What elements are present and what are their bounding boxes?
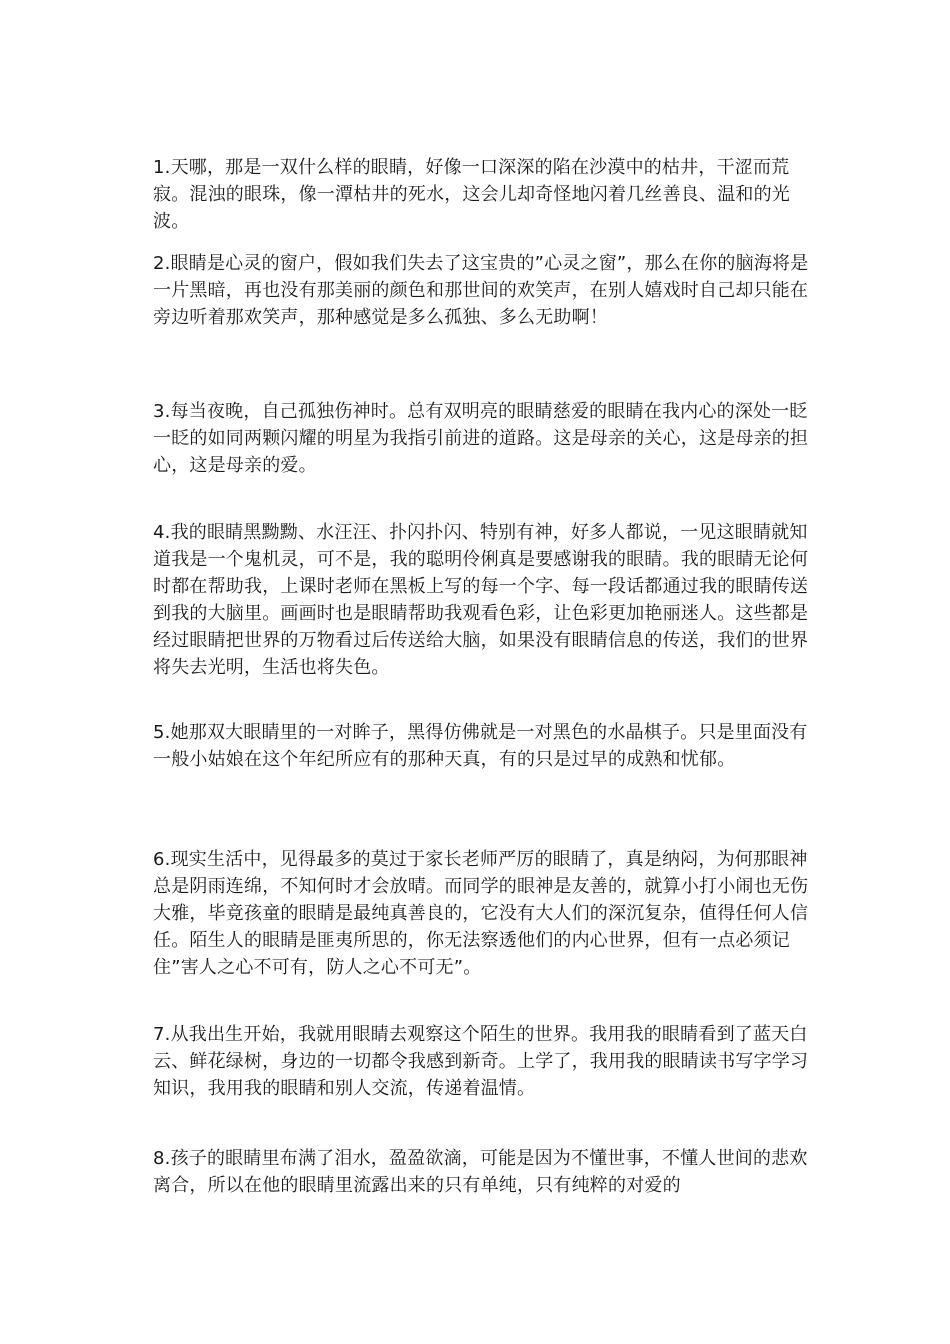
paragraph-7: 7.从我出生开始，我就用眼睛去观察这个陌生的世界。我用我的眼睛看到了蓝天白云、鲜花绿树，身边的一切都令我感到新奇。上学了，我用我的眼睛读书写字学习知识，我用我的眼睛和别人交流，传递着温情。 <box>153 1024 809 1099</box>
paragraph-2: 2.眼睛是心灵的窗户，假如我们失去了这宝贵的”心灵之窗”，那么在你的脑海将是一片黑暗，再也没有那美丽的颜色和那世间的欢笑声，在别人嬉戏时自己却只能在旁边听着那欢笑声，那种感觉是多么孤独、多么无助啊！ <box>153 253 809 328</box>
paragraph-3: 3.每当夜晚，自己孤独伤神时。总有双明亮的眼睛慈爱的眼睛在我内心的深处一眨一眨的如同两颗闪耀的明星为我指引前进的道路。这是母亲的关心，这是母亲的担心，这是母亲的爱。 <box>153 401 809 476</box>
paragraph-1: 1.天哪，那是一双什么样的眼睛，好像一口深深的陷在沙漠中的枯井，干涩而荒寂。混浊的眼珠，像一潭枯井的死水，这会儿却奇怪地闪着几丝善良、温和的光波。 <box>153 157 790 232</box>
paragraph-5: 5.她那双大眼睛里的一对眸子，黑得仿佛就是一对黑色的水晶棋子。只是里面没有一般小姑娘在这个年纪所应有的那种天真，有的只是过早的成熟和忧郁。 <box>153 722 808 770</box>
paragraph-4: 4.我的眼睛黑黝黝、水汪汪、扑闪扑闪、特别有神，好多人都说，一见这眼睛就知道我是一个鬼机灵，可不是，我的聪明伶俐真是要感谢我的眼睛。我的眼睛无论何时都在帮助我，上课时老师在黑板上写的每一个字、每一段话都通过我的眼睛传送到我的大脑里。画画时也是眼睛帮助我观看色彩，让色彩更加艳丽迷人。这些都是经过眼睛把世界的万物看过后传送给大脑，如果没有眼睛信息的传送，我们的世界将失去光明，生活也将失色。 <box>153 522 809 678</box>
paragraph-8: 8.孩子的眼睛里布满了泪水，盈盈欲滴，可能是因为不懂世事，不懂人世间的悲欢离合，所以在他的眼睛里流露出来的只有单纯，只有纯粹的对爱的 <box>153 1148 808 1196</box>
paragraph-6: 6.现实生活中，见得最多的莫过于家长老师严厉的眼睛了，真是纳闷，为何那眼神总是阴雨连绵，不知何时才会放晴。而同学的眼神是友善的，就算小打小闹也无伤大雅，毕竟孩童的眼睛是最纯真善良的，它没有大人们的深沉复杂，值得任何人信任。陌生人的眼睛是匪夷所思的，你无法察透他们的内心世界，但有一点必须记住”害人之心不可有，防人之心不可无”。 <box>153 849 809 978</box>
